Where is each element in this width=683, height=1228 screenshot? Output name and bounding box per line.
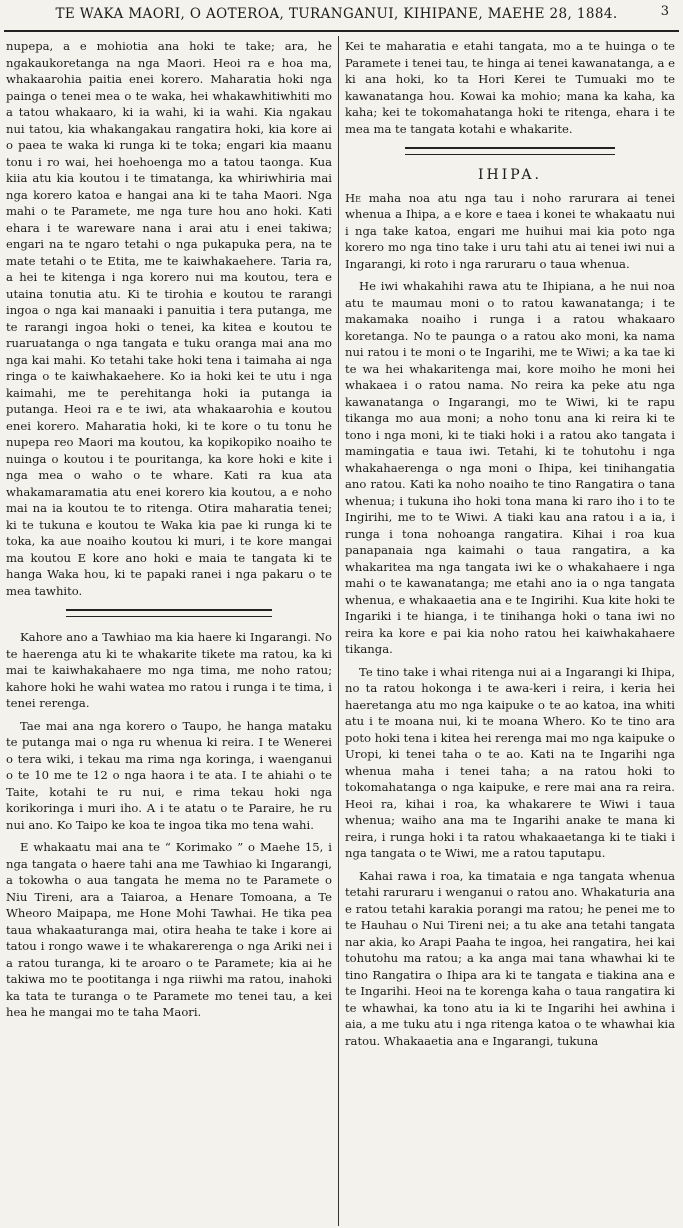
newspaper-title: TE WAKA MAORI, O AOTEROA, TURANGANUI, KIHIPANE, MAEHE 28, 1884. bbox=[55, 6, 618, 22]
article-taupo-earthquakes: Tae mai ana nga korero o Taupo, he hanga mataku te putanga mai o nga ru whenua ki reira. I te Wenerei o tera wiki, i tekau ma rima nga koringa, i waenganui o te 10 me te 12 o nga haora i te ata. I te ahiahi o te Taite, kotahi te ru nui, e rima tekau hoki nga korikoringa i muri iho. A i te atatu o te Paraire, he ru nui ano. Ko Taipo ke koa te ingoa tika mo tena wahi. bbox=[6, 718, 332, 832]
page-number: 3 bbox=[660, 4, 669, 19]
masthead-rule bbox=[4, 30, 679, 32]
article-separator bbox=[66, 609, 272, 617]
article-tawhiao-england: Kahore ano a Tawhiao ma kia haere ki Ingarangi. No te haerenga atu ki te whakarite tikete ma ratou, ka ki mai te kaiwhakahaere mo nga tima, me noho ratou; kahore hoki he wahi watea mo ratou i runga i te tima, i tenei rerenga. bbox=[6, 630, 332, 710]
section-heading-ihipa: IHIPA. bbox=[478, 167, 542, 183]
article-korimako-report: E whakaatu mai ana te “ Korimako ” o Maehe 15, i nga tangata o haere tahi ana me Tawhiao ki Ingarangi, a tokowha o aua tangata he mema no te Paramete o Niu Tireni, ara a Taiaroa, a Henare Tomoana, a Te Wheoro Maipapa, me Hone Mohi Tawhai. He tika pea taua whakaaturanga mai, otira heaha te take i kore ai tatou i rongo wawe i te whakarerenga o nga Ariki nei i a ratou turanga, ki te aroaro o te Paramete; kia ai he takiwa mo te pootitanga i nga riiwhi ma ratou, inahoki ka tata te turanga o te Paramete mo tenei tau, a kei hea he mangai mo te taha Maori. bbox=[6, 840, 332, 1019]
right-column bbox=[345, 38, 675, 1224]
ihipa-paragraph-2: He iwi whakahihi rawa atu te Ihipiana, a he nui noa atu te maumau moni o to ratou kawanatanga; i te makamaka noaiho i runga i a ratou whakaaro koretanga. No te paunga o a ratou ako moni, ka nama nui ratou i te moni o te Ingarihi, me te Wiwi; a ka tae ki te wa hei whakaritenga mai, kore moiho he moni hei whakaea i o ratou nama. No reira ka peke atu nga kawanatanga o Ingarangi, mo te Wiwi, ki te rapu tikanga mo aua moni; a noho tonu ana ki reira ki te tono i nga moni, ki te tiaki hoki i a ratou ako tangata i mamingatia e taua iwi. Tetahi, ki te tohutohu i nga whakahaerenga o nga moni o Ihipa, kei tinihangatia ano ratou. Kati ka noho noaiho te tino Rangatira o tana whenua; i tukuna iho hoki tona mana ki raro iho i to te Ingirihi, me to te Wiwi. A tiaki kau ana ratou i a ia, i runga i tona nohoanga rangatira. Kihai i roa kua panapanaia nga kaimahi o taua rangatira, a ka whakaritea ma nga tangata iwi ke o whakahaere i nga mahi o te kawanatanga; me etahi ano ia o nga tangata whenua, e whakaaetia ana e te Ingirihi. Kua kite hoki te Ingariki i te hianga, i te tinihanga hoki o tana iwi no reira ka kore e pai kia noho ratou hei kaiwhakahaere tikanga. bbox=[345, 279, 675, 656]
article-continuation: nupepa, a e mohiotia ana hoki te take; ara, he ngakaukoretanga na nga Maori. Heoi ra e hoa ma, whakaarohia paitia enei korero. Maharatia hoki nga painga o tenei mea o te waka, hei whakawhitiwhiti mo a tatou whakaaro, ki ia wahi, ki ia wahi. Kia ngakau nui tatou, kia whakangakau rangatira hoki, kia kore ai o paea te waka ki runga ki te toka; engari kia maanu tonu i ro wai, hei hoehoenga mo a tatou taonga. Kua kiia atu kia koutou i te timatanga, ka whiriwhiria mai nga korero katoa e hangai ana ki te taha Maori. Nga mahi o te Paramete, me nga ture hou ano hoki. Kati ehara i te wareware nana i arai atu i enei takiwa; engari na te ngaro tetahi o nga pukapuka pera, na te mate tetahi o te Etita, me te kaiwhakaehere. Taria ra, a hei te kitenga i nga korero nui ma koutou, tera e utaina tonutia atu. Ki te tirohia e koutou te rarangi ingoa o nga kai manaaki i panuitia i tera putanga, me te rarangi ingoa hoki o tenei, ka kitea e koutou te ruaruatanga o nga tangata e tuku oranga mai ana mo nga kai mahi. Ko tetahi take hoki tena i taimaha ai nga ringa o te kaiwhakaehere. Ko ia hoki kei te utu i nga kaimahi, me te perehitanga hoki ia putanga ia putanga. Heoi ra e te iwi, ata whakaarohia e koutou enei korero. Maharatia hoki, ki te kore o tu tonu he nupepa reo Maori ma koutou, ka kopikopiko noaiho te nuinga o koutou i te pouritanga, ka kore hoki e kite i nga mea o waho o te whare. Kati ra kua ata whakamaramatia atu enei korero kia koutou, a e noho mai na ia koutou te to ritenga. Otira maharatia tenei; ki te tukuna e koutou te Waka kia pae ki runga ki te toka, ka aue noaiho koutou ki muri, i te kore mangai ma koutou E kore ano hoki e maia te tangata ki te hanga Waka hou, ki te papaki ranei i nga pakaru o te mea tawhito. bbox=[6, 39, 332, 598]
article-separator bbox=[405, 147, 615, 155]
left-column bbox=[6, 38, 332, 1224]
column-divider bbox=[338, 36, 339, 1226]
article-government-continuation: Kei te maharatia e etahi tangata, mo a te huinga o te Paramete i tenei tau, te hinga ai tenei kawanatanga, a e ki ana hoki, ko ta Hori Kerei te Tumuaki mo te kawanatanga hou. Kowai ka mohio; mana ka kaha, ka kaha; kei te tokomahatanga hoki te ritenga, ehara i te mea ma te tangata kotahi e whakarite. bbox=[345, 39, 675, 136]
lead-word: He bbox=[345, 190, 361, 205]
ihipa-paragraph-4: Kahai rawa i roa, ka timataia e nga tangata whenua tetahi raruraru i wenganui o ratou ano. Whakaturia ana e ratou tetahi karakia porangi ma ratou; he penei me to te Hauhau o Nui Tireni nei; a tu ake ana tetahi tangata nar akia, ko Arapi Paaha te ingoa, hei rangatira, hei kai tohutohu ma ratou; a ka anga mai tana whawhai ki te tino Rangatira o Ihipa ara ki te tangata e tiakina ana e te Ingarihi. Heoi na te korenga kaha o taua rangatira ki te whawhai, ka tono atu ia ki te Ingarihi hei awhina i aia, a me tuku atu i nga ritenga katoa o te whawhai kia ratou. Whakaaetia ana e Ingarangi, tukuna bbox=[345, 868, 675, 1048]
masthead bbox=[0, 0, 683, 28]
ihipa-paragraph-1-text: maha noa atu nga tau i noho rarurara ai tenei whenua a Ihipa, a e kore e taea i konei te whakaatu nui i nga take katoa, engari me huihui mai kia poto nga korero mo nga tino take i uru tahi atu ai tenei iwi nui a Ingarangi, ki roto i nga raruraru o taua whenua. bbox=[345, 190, 675, 271]
ihipa-paragraph-1 bbox=[345, 190, 675, 273]
ihipa-paragraph-3: Te tino take i whai ritenga nui ai a Ingarangi ki Ihipa, no ta ratou hokonga i te awa-keri i reira, i keria hei haeretanga atu mo nga kaipuke o te ao katoa, ina whiti atu i te moana nui, ki te moana Whero. Ko te tino ara poto hoki tena i kitea hei rerenga mai mo nga kaipuke o Uropi, ki tenei taha o te ao. Kati na te Ingarihi nga whenua maha i tenei taha; a na ratou hoki to tokomahatanga o nga kaipuke, e rere mai ana ra reira. Heoi ra, kihai i roa, ka whakarere te Wiwi i taua whenua; waiho ana ma te Ingarihi anake te mana ki reira, i runga hoki i ta ratou whakaaetanga ki te tiaki i nga tangata o te Wiwi, me a ratou taputapu. bbox=[345, 664, 675, 860]
